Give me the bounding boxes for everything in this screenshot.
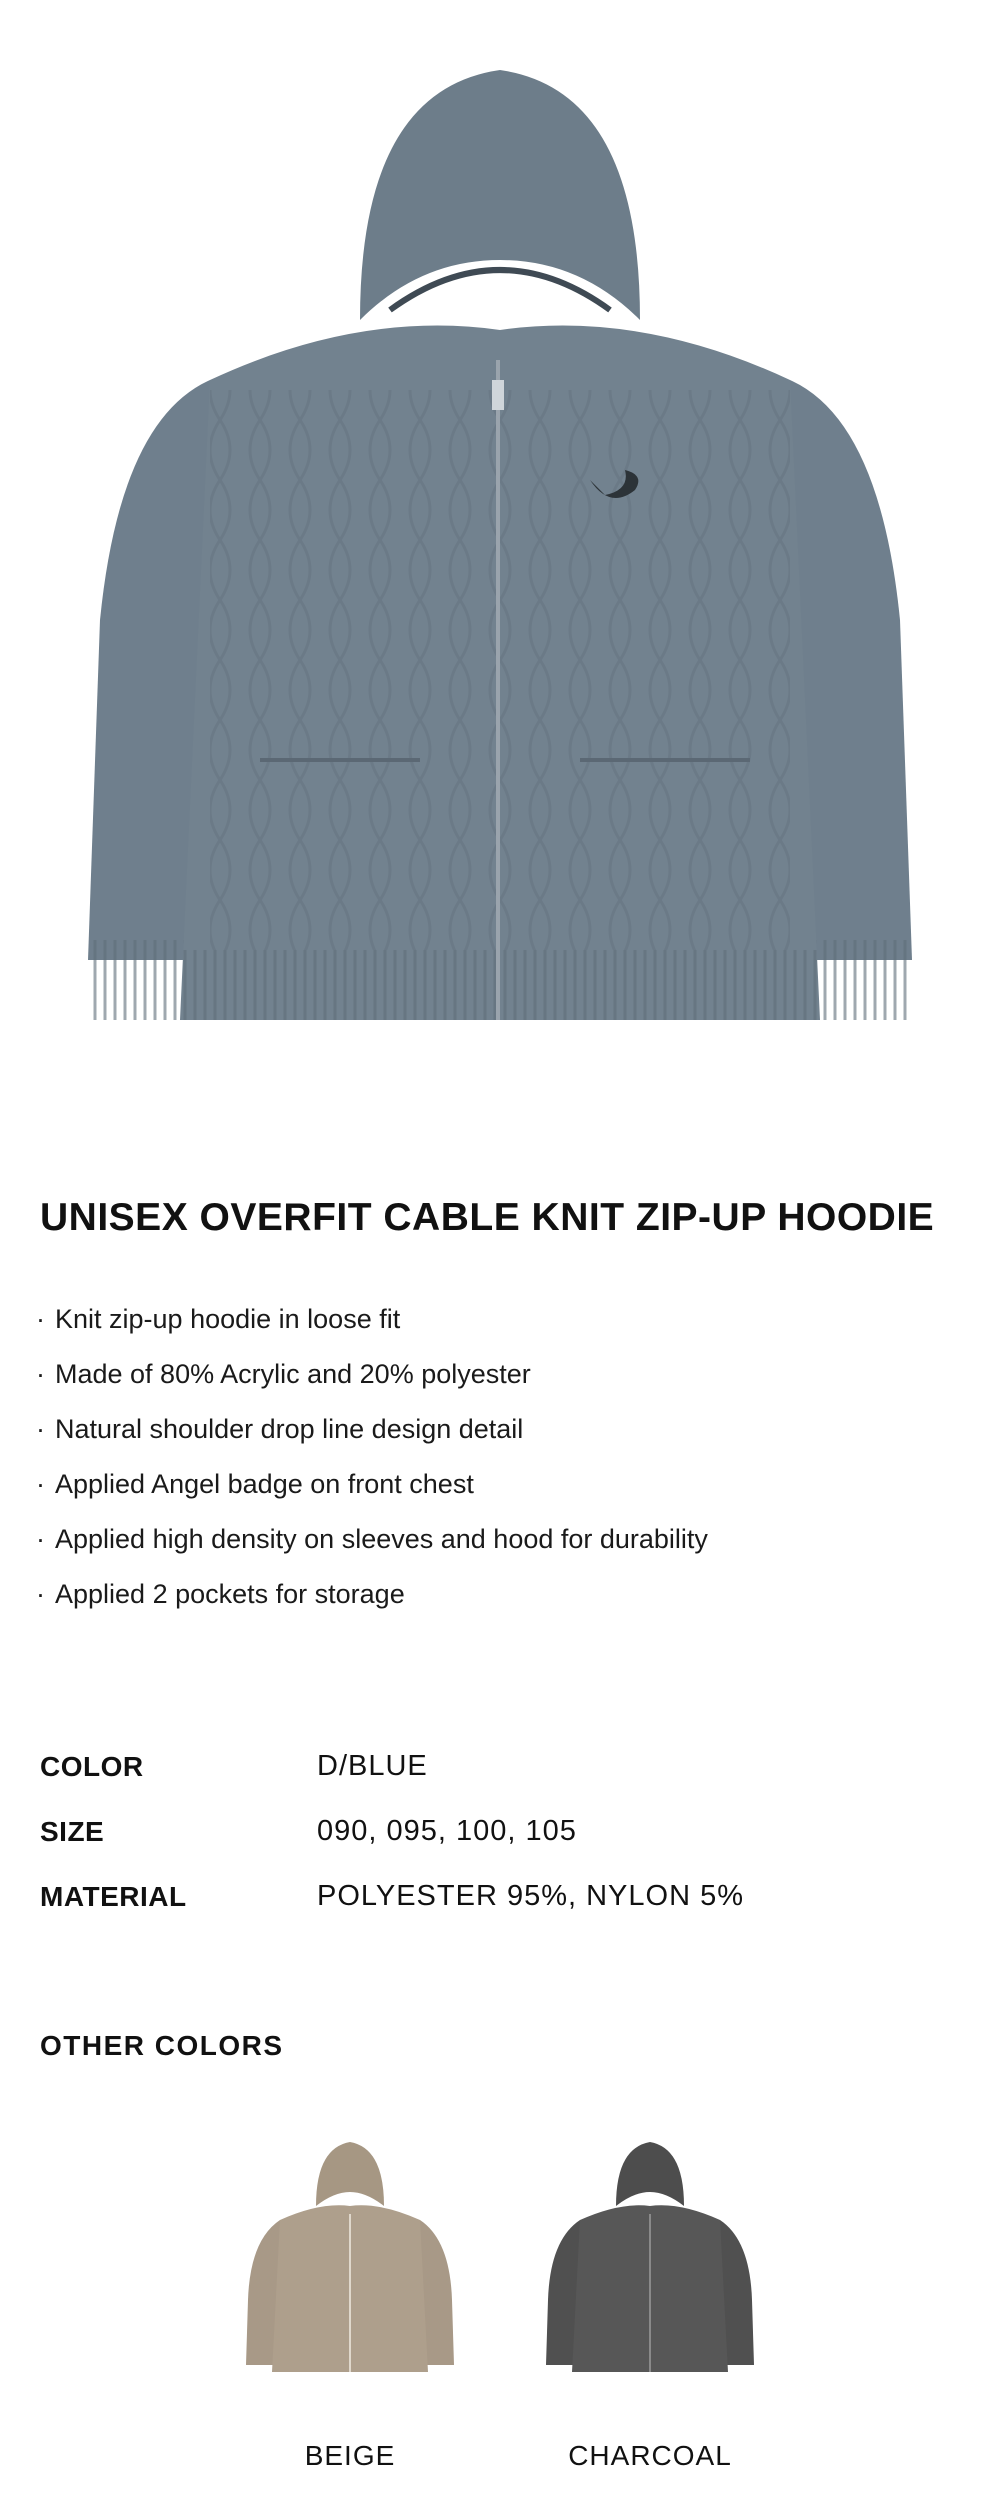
spec-table	[40, 1734, 940, 1929]
spec-value: D/BLUE	[317, 1750, 428, 1782]
color-option-charcoal[interactable]	[540, 2140, 760, 2471]
product-image-area	[0, 0, 1000, 1100]
spec-key: SIZE	[40, 1815, 105, 1847]
other-colors-title: OTHER COLORS	[40, 2030, 284, 2061]
hoodie-thumbnail-icon[interactable]	[540, 2140, 760, 2380]
list-item: · Applied Angel badge on front chest	[36, 1469, 474, 1499]
color-option-beige[interactable]	[240, 2140, 460, 2471]
list-item: · Made of 80% Acrylic and 20% polyester	[36, 1359, 531, 1389]
list-item: · Applied high density on sleeves and hood for durability	[36, 1524, 708, 1554]
spec-key: MATERIAL	[40, 1880, 187, 1912]
color-option-label[interactable]: BEIGE	[304, 2440, 396, 2471]
color-option-label[interactable]: CHARCOAL	[568, 2440, 732, 2471]
list-item: · Knit zip-up hoodie in loose fit	[36, 1304, 401, 1334]
hoodie-image	[60, 60, 940, 1050]
spec-row-material	[40, 1864, 940, 1929]
product-title: UNISEX OVERFIT CABLE KNIT ZIP-UP HOODIE	[40, 1196, 935, 1239]
list-item: · Applied 2 pockets for storage	[36, 1579, 405, 1609]
spec-value: POLYESTER 95%, NYLON 5%	[317, 1880, 745, 1912]
hoodie-thumbnail-icon[interactable]	[240, 2140, 460, 2380]
spec-value: 090, 095, 100, 105	[317, 1815, 577, 1847]
feature-list	[36, 1292, 956, 1622]
spec-row-color	[40, 1734, 940, 1799]
list-item: · Natural shoulder drop line design detail	[36, 1414, 524, 1444]
spec-key: COLOR	[40, 1750, 144, 1782]
spec-row-size	[40, 1799, 940, 1864]
